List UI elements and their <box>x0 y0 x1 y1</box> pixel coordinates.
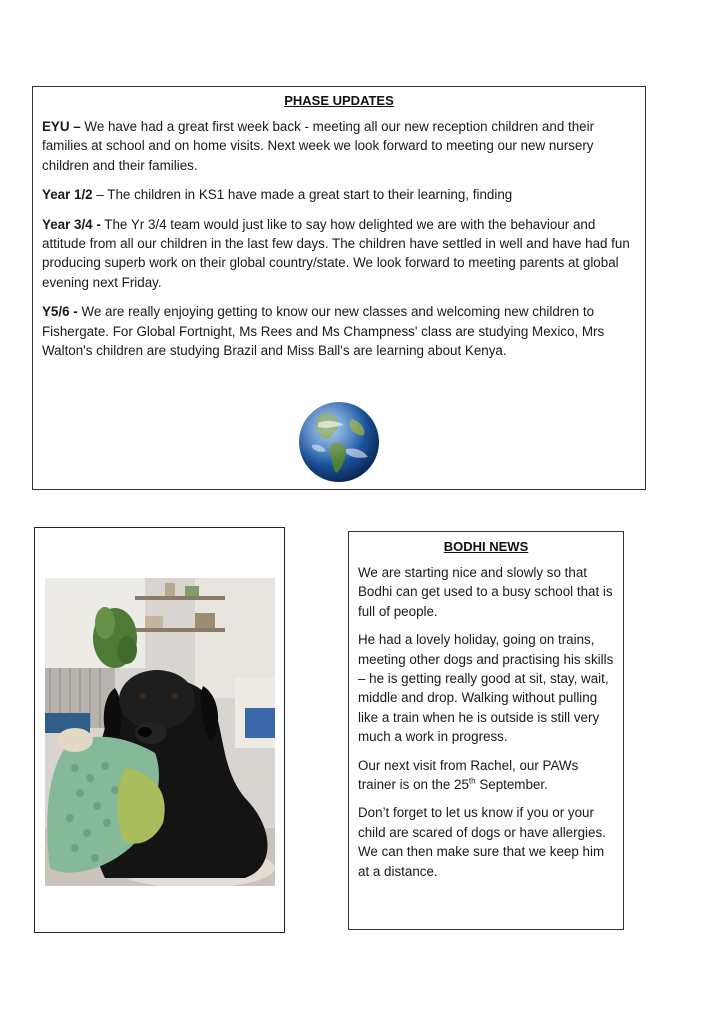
year34-paragraph <box>42 215 636 293</box>
year12-label: Year 1/2 <box>42 187 93 203</box>
bodhi-paragraph-2: He had a lovely holiday, going on trains, meeting other dogs and practising his skills – he is getting really good at sit, stay, wait, middle and drop. Walking without pulling like a train when he is outside is still very much a work in progress. <box>358 632 614 745</box>
bodhi-news-box <box>348 531 624 930</box>
dog-photo <box>45 578 275 886</box>
bodhi-p3-after: September. <box>475 777 548 793</box>
dog-photo-frame <box>34 527 285 933</box>
bodhi-p3-sup: th <box>468 776 476 786</box>
eyu-paragraph <box>42 117 636 175</box>
y56-paragraph <box>42 302 636 360</box>
bodhi-paragraph-4: Don’t forget to let us know if you or your child are scared of dogs or have allergies. We can then make sure that we keep him at a distance. <box>358 805 606 879</box>
year34-label: Year 3/4 - <box>42 216 101 232</box>
phase-updates-title: PHASE UPDATES <box>284 93 394 108</box>
y56-label: Y5/6 - <box>42 304 78 320</box>
y56-text: We are really enjoying getting to know our new classes and welcoming new children to Fishergate. For Global Fortnight, Ms Rees and Ms Champness' class are studying Mexico, Mrs Walton's children are studying Brazil and Miss Ball's are learning about Kenya. <box>42 304 605 359</box>
bodhi-paragraph-1: We are starting nice and slowly so that Bodhi can get used to a busy school that is full of people. <box>358 565 613 619</box>
eyu-label: EYU – <box>42 119 81 134</box>
bodhi-paragraph-3 <box>358 756 614 795</box>
eyu-text: We have had a great first week back - meeting all our new reception children and their families at school and on home visits. Next week we look forward to meeting our new nursery children and their families. <box>42 119 595 173</box>
bodhi-news-title: BODHI NEWS <box>443 539 529 554</box>
year12-paragraph <box>42 185 636 204</box>
phase-updates-box <box>32 86 646 490</box>
globe-image <box>298 401 380 483</box>
year12-text: – The children in KS1 have made a great start to their learning, finding <box>92 187 513 203</box>
year34-text: The Yr 3/4 team would just like to say how delighted we are with the behaviour and attitude from all our children in the last few days. The children have settled in well and have had fun producing superb work on their global country/state. We look forward to meeting parents at global evening next Friday. <box>42 216 630 290</box>
bodhi-p3-before: Our next visit from Rachel, our PAWs trainer is on the 25 <box>358 757 579 793</box>
